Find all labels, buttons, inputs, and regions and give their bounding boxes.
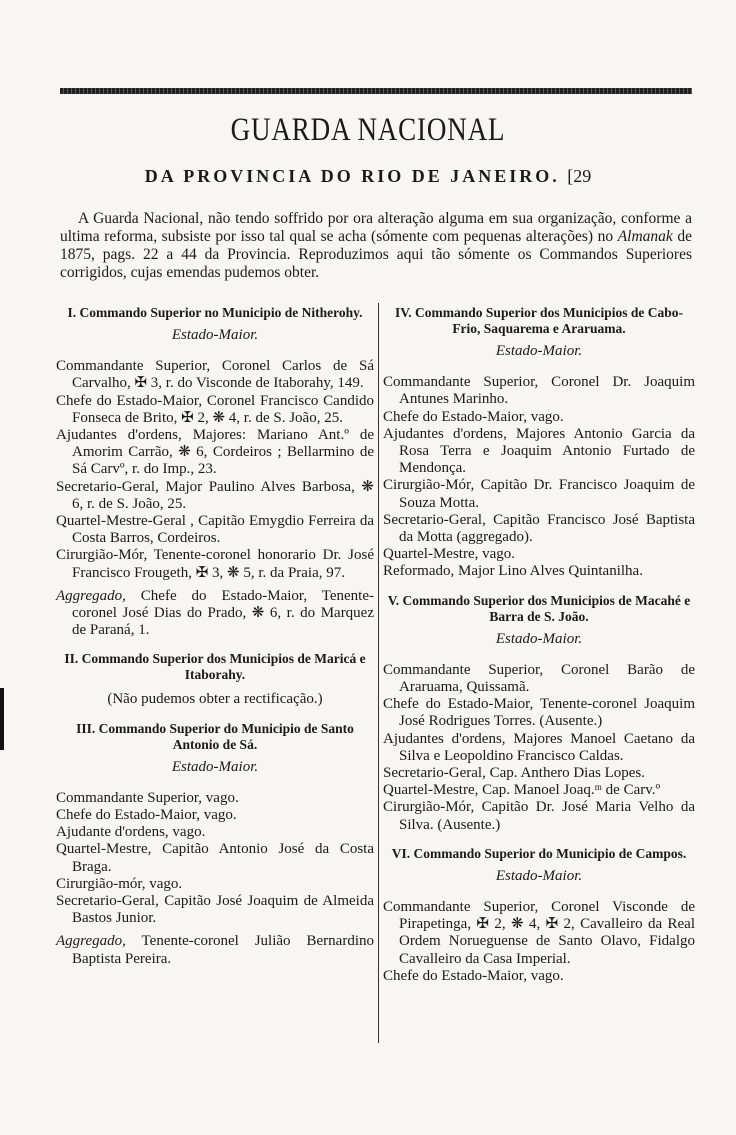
section-6-entry: Commandante Superior, Coronel Visconde de Pirapetinga, ✠ 2, ❋ 4, ✠ 2, Cavalleiro da Real Ordem Norueguense de Santo Olavo, Fidalgo Cavalleiro da Casa Imperial. <box>383 899 695 967</box>
section-3-aggregado <box>56 933 374 967</box>
right-column <box>383 305 695 985</box>
intro-part1: A Guarda Nacional, não tendo soffrido por ora alteração alguma em sua organização, conforme a ultima reforma, subsiste por isso tal qual se acha (sómente com pequenas alterações) no <box>60 210 692 245</box>
section-5-entry: Ajudantes d'ordens, Majores Manoel Caetano da Silva e Leopoldino Francisco Caldas. <box>383 730 695 764</box>
aggregado-label: Aggregado, <box>56 933 126 950</box>
section-1-entry: Commandante Superior, Coronel Carlos de Sá Carvalho, ✠ 3, r. do Visconde de Itaborahy, 149. <box>56 358 374 392</box>
page-reference: [29 <box>567 166 592 186</box>
column-divider <box>378 303 379 1043</box>
section-3-entry: Commandante Superior, vago. <box>56 789 239 806</box>
section-4-entry: Commandante Superior, Coronel Dr. Joaquim Antunes Marinho. <box>383 374 695 408</box>
page-title: GUARDA NACIONAL <box>230 112 506 148</box>
page-edge-mark <box>0 688 4 750</box>
section-4-entry: Reformado, Major Lino Alves Quintanilha. <box>383 563 643 580</box>
section-4-entry: Quartel-Mestre, vago. <box>383 546 516 563</box>
section-4-heading: IV. Commando Superior dos Municipios de Cabo-Frio, Saquarema e Araruama. <box>395 305 683 336</box>
left-column <box>56 305 374 968</box>
section-5-heading: V. Commando Superior dos Municipios de Macahé e Barra de S. João. <box>387 592 691 624</box>
section-3-entry: Cirurgião-mór, vago. <box>56 875 183 892</box>
section-1-entry: Chefe do Estado-Maior, Coronel Francisco Candido Fonseca de Brito, ✠ 2, ❋ 4, r. de S. João, 25. <box>56 392 374 426</box>
section-3-heading: III. Commando Superior do Municipio de Santo Antonio de Sá. <box>76 720 354 752</box>
aggregado-label: Aggregado, <box>56 587 126 604</box>
section-5-subheading: Estado-Maior. <box>495 630 583 647</box>
section-4-entry: Ajudantes d'ordens, Majores Antonio Garcia da Rosa Terra e Joaquim Antonio Furtado de Mendonça. <box>383 425 695 477</box>
section-3-entry: Chefe do Estado-Maior, vago. <box>56 807 237 824</box>
section-1-entry: Secretario-Geral, Major Paulino Alves Barbosa, ❋ 6, r. de S. João, 25. <box>56 478 374 512</box>
intro-paragraph <box>60 210 692 282</box>
section-4-entry: Chefe do Estado-Maior, vago. <box>383 408 564 425</box>
section-5-entry: Secretario-Geral, Cap. Anthero Dias Lopes. <box>383 765 645 782</box>
section-4-subheading: Estado-Maior. <box>495 343 583 359</box>
intro-almanak: Almanak <box>617 228 673 245</box>
section-1-entry: Quartel-Mestre-Geral , Capitão Emygdio Ferreira da Costa Barros, Cordeiros. <box>56 513 374 547</box>
section-1-aggregado <box>56 588 374 640</box>
section-6-subheading: Estado-Maior. <box>495 867 583 884</box>
page-subtitle <box>0 166 736 187</box>
section-5-entry: Chefe do Estado-Maior, Tenente-coronel Joaquim José Rodrigues Torres. (Ausente.) <box>383 696 695 730</box>
intro-part2: de 1875, pags. 22 a 44 da Provincia. Reproduzimos aqui tão sómente os Commandos Superiores corrigidos, cujas emendas pudemos obter. <box>60 228 692 281</box>
section-3-entry: Secretario-Geral, Capitão José Joaquim de Almeida Bastos Junior. <box>56 893 374 927</box>
section-1-subheading: Estado-Maior. <box>171 327 259 343</box>
section-5-entry: Cirurgião-Mór, Capitão Dr. José Maria Velho da Silva. (Ausente.) <box>383 799 695 833</box>
section-2-note: (Não pudemos obter a rectificação.) <box>107 691 323 708</box>
section-2-heading: II. Commando Superior dos Municipios de Maricá e Itaborahy. <box>64 651 366 683</box>
section-5-entry: Commandante Superior, Coronel Barão de Araruama, Quissamã. <box>383 661 695 696</box>
aggregado-text: Tenente-coronel Julião Bernardino Baptista Pereira. <box>72 933 374 967</box>
section-3-entry: Ajudante d'ordens, vago. <box>56 824 206 841</box>
section-4-entry: Cirurgião-Mór, Capitão Dr. Francisco Joaquim de Souza Motta. <box>383 477 695 511</box>
section-1-entry: Cirurgião-Mór, Tenente-coronel honorario Dr. José Francisco Frougeth, ✠ 3, ❋ 5, r. da Praia, 97. <box>56 547 374 581</box>
section-6-heading: VI. Commando Superior do Municipio de Campos. <box>391 845 687 861</box>
section-1-heading: I. Commando Superior no Municipio de Nitherohy. <box>67 305 363 320</box>
section-5-entry: Quartel-Mestre, Cap. Manoel Joaq.ᵐ de Carv.º <box>383 782 661 799</box>
section-4-entry: Secretario-Geral, Capitão Francisco José Baptista da Motta (aggregado). <box>383 511 695 546</box>
section-3-entry: Quartel-Mestre, Capitão Antonio José da Costa Braga. <box>56 841 374 875</box>
section-1-entry: Ajudantes d'ordens, Majores: Mariano Ant.º de Amorim Carrão, ❋ 6, Cordeiros ; Bellarmino de Sá Carvº, r. do Imp., 23. <box>56 427 374 478</box>
aggregado-text: Chefe do Estado-Maior, Tenente-coronel José Dias do Prado, ❋ 6, r. do Marquez de Paraná, 1. <box>72 587 374 639</box>
top-rule <box>60 88 692 94</box>
section-3-subheading: Estado-Maior. <box>171 758 259 775</box>
section-6-entry: Chefe do Estado-Maior, vago. <box>383 967 564 984</box>
subtitle-text: DA PROVINCIA DO RIO DE JANEIRO. <box>144 166 560 186</box>
